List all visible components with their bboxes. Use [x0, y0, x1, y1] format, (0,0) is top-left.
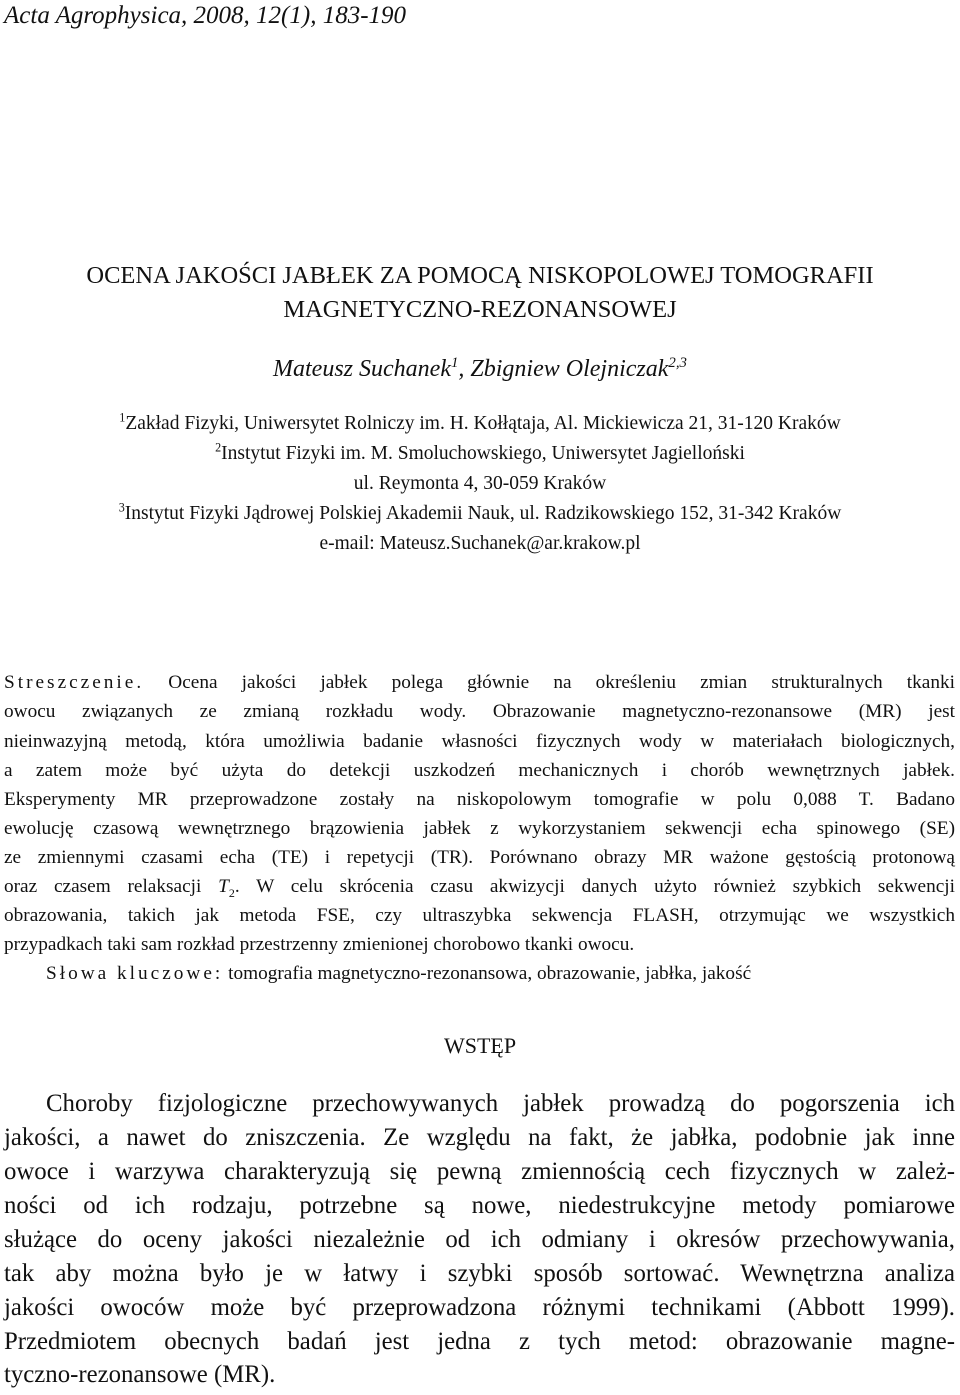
author-separator: ,	[458, 356, 471, 382]
abstract-text: oraz czasem relaksacji	[4, 876, 219, 897]
body-line: Choroby fizjologiczne przechowywanych jabłek prowadzą do pogorszenia ich	[46, 1090, 955, 1117]
body-line: jakości, a nawet do zniszczenia. Ze względu na fakt, że jabłka, podobnie jak inne	[4, 1124, 955, 1151]
section-heading: WSTĘP	[443, 1033, 517, 1058]
abstract-line: ewolucję czasową wewnętrznego brązowienia jabłek z wykorzystaniem sekwencji echa spinowego (SE)	[4, 818, 955, 839]
affiliation-text: Instytut Fizyki im. M. Smoluchowskiego, Uniwersytet Jagielloński	[221, 443, 745, 464]
affiliation-text: Instytut Fizyki Jądrowej Polskiej Akademii Nauk, ul. Radzikowskiego 152, 31-342 Kraków	[124, 503, 842, 524]
abstract-line: a zatem może być użyta do detekcji uszkodzeń mechanicznych i chorób wewnętrznych jabłek.	[4, 760, 955, 781]
paper-title-line-2: MAGNETYCZNO-REZONANSOWEJ	[283, 296, 677, 323]
contact-email: e-mail: Mateusz.Suchanek@ar.krakow.pl	[319, 533, 641, 554]
abstract-line: Eksperymenty MR przeprowadzone zostały na niskopolowym tomografie w polu 0,088 T. Badano	[4, 789, 955, 810]
body-line: służące do oceny jakości niezależnie od ich odmiany i okresów przechowywania,	[4, 1226, 955, 1253]
author-list	[0, 356, 960, 383]
abstract-line: przypadkach taki sam rozkład przestrzenny zmienionej chorobowo tkanki owocu.	[4, 934, 635, 955]
abstract-label: Streszczenie.	[4, 672, 145, 693]
body-line: tak aby można było je w łatwy i szybki sposób sortować. Wewnętrzna analiza	[4, 1260, 955, 1287]
affiliation-2-address: ul. Reymonta 4, 30-059 Kraków	[353, 473, 607, 494]
abstract-line: ze zmiennymi czasami echa (TE) i repetycji (TR). Porównano obrazy MR ważone gęstością protonową	[4, 847, 955, 868]
abstract-line: owocu związanych ze zmianą rozkładu wody. Obrazowanie magnetyczno-rezonansowe (MR) jest	[4, 701, 955, 722]
affiliation-1	[0, 410, 960, 435]
affiliation-mark: 2	[215, 440, 222, 455]
body-line: owoce i warzywa charakteryzują się pewną zmiennością cech fizycznych w zależ-	[4, 1158, 955, 1185]
paper-title-line-1: OCENA JAKOŚCI JABŁEK ZA POMOCĄ NISKOPOLOWEJ TOMOGRAFII	[86, 262, 874, 289]
relaxation-subscript: 2	[228, 885, 235, 900]
abstract-line: nieinwazyjną metodą, która umożliwia badanie własności fizycznych wody w materiałach biologicznych,	[4, 731, 955, 752]
author-name: Zbigniew Olejniczak	[470, 356, 669, 382]
affiliation-mark: 1	[119, 410, 126, 425]
affiliation-text: Zakład Fizyki, Uniwersytet Rolniczy im. H. Kołłątaja, Al. Mickiewicza 21, 31-120 Kraków	[125, 413, 841, 434]
affiliation-3	[0, 500, 960, 525]
affiliation-mark: 3	[118, 500, 125, 515]
abstract-line	[4, 876, 955, 901]
abstract-text: . W celu skrócenia czasu akwizycji danych użyto również szybkich sekwencji	[234, 876, 955, 897]
affiliation-2	[0, 440, 960, 465]
body-line: jakości owoców może być przeprowadzona różnymi technikami (Abbott 1999).	[4, 1294, 955, 1321]
abstract-line: obrazowania, takich jak metoda FSE, czy ultraszybka sekwencja FLASH, otrzymując we wszystkich	[4, 905, 955, 926]
journal-citation: Acta Agrophysica, 2008, 12(1), 183-190	[4, 2, 407, 29]
body-line: ności od ich rodzaju, potrzebne są nowe, niedestrukcyjne metody pomiarowe	[4, 1192, 955, 1219]
keywords-text: tomografia magnetyczno-rezonansowa, obrazowanie, jabłka, jakość	[223, 963, 752, 984]
author-name: Mateusz Suchanek	[273, 356, 451, 382]
keywords	[46, 963, 955, 985]
body-line: tyczno-rezonansowe (MR).	[4, 1361, 276, 1388]
abstract-text: Ocena jakości jabłek polega głównie na określeniu zmian strukturalnych tkanki	[168, 672, 955, 693]
abstract-line	[4, 672, 955, 694]
body-line: Przedmiotem obecnych badań jest jedna z tych metod: obrazowanie magne-	[4, 1328, 955, 1355]
author-affiliation-mark: 2,3	[668, 355, 687, 371]
author-affiliation-mark: 1	[450, 355, 459, 371]
keywords-label: Słowa kluczowe:	[46, 963, 224, 984]
relaxation-symbol: T	[218, 876, 229, 897]
